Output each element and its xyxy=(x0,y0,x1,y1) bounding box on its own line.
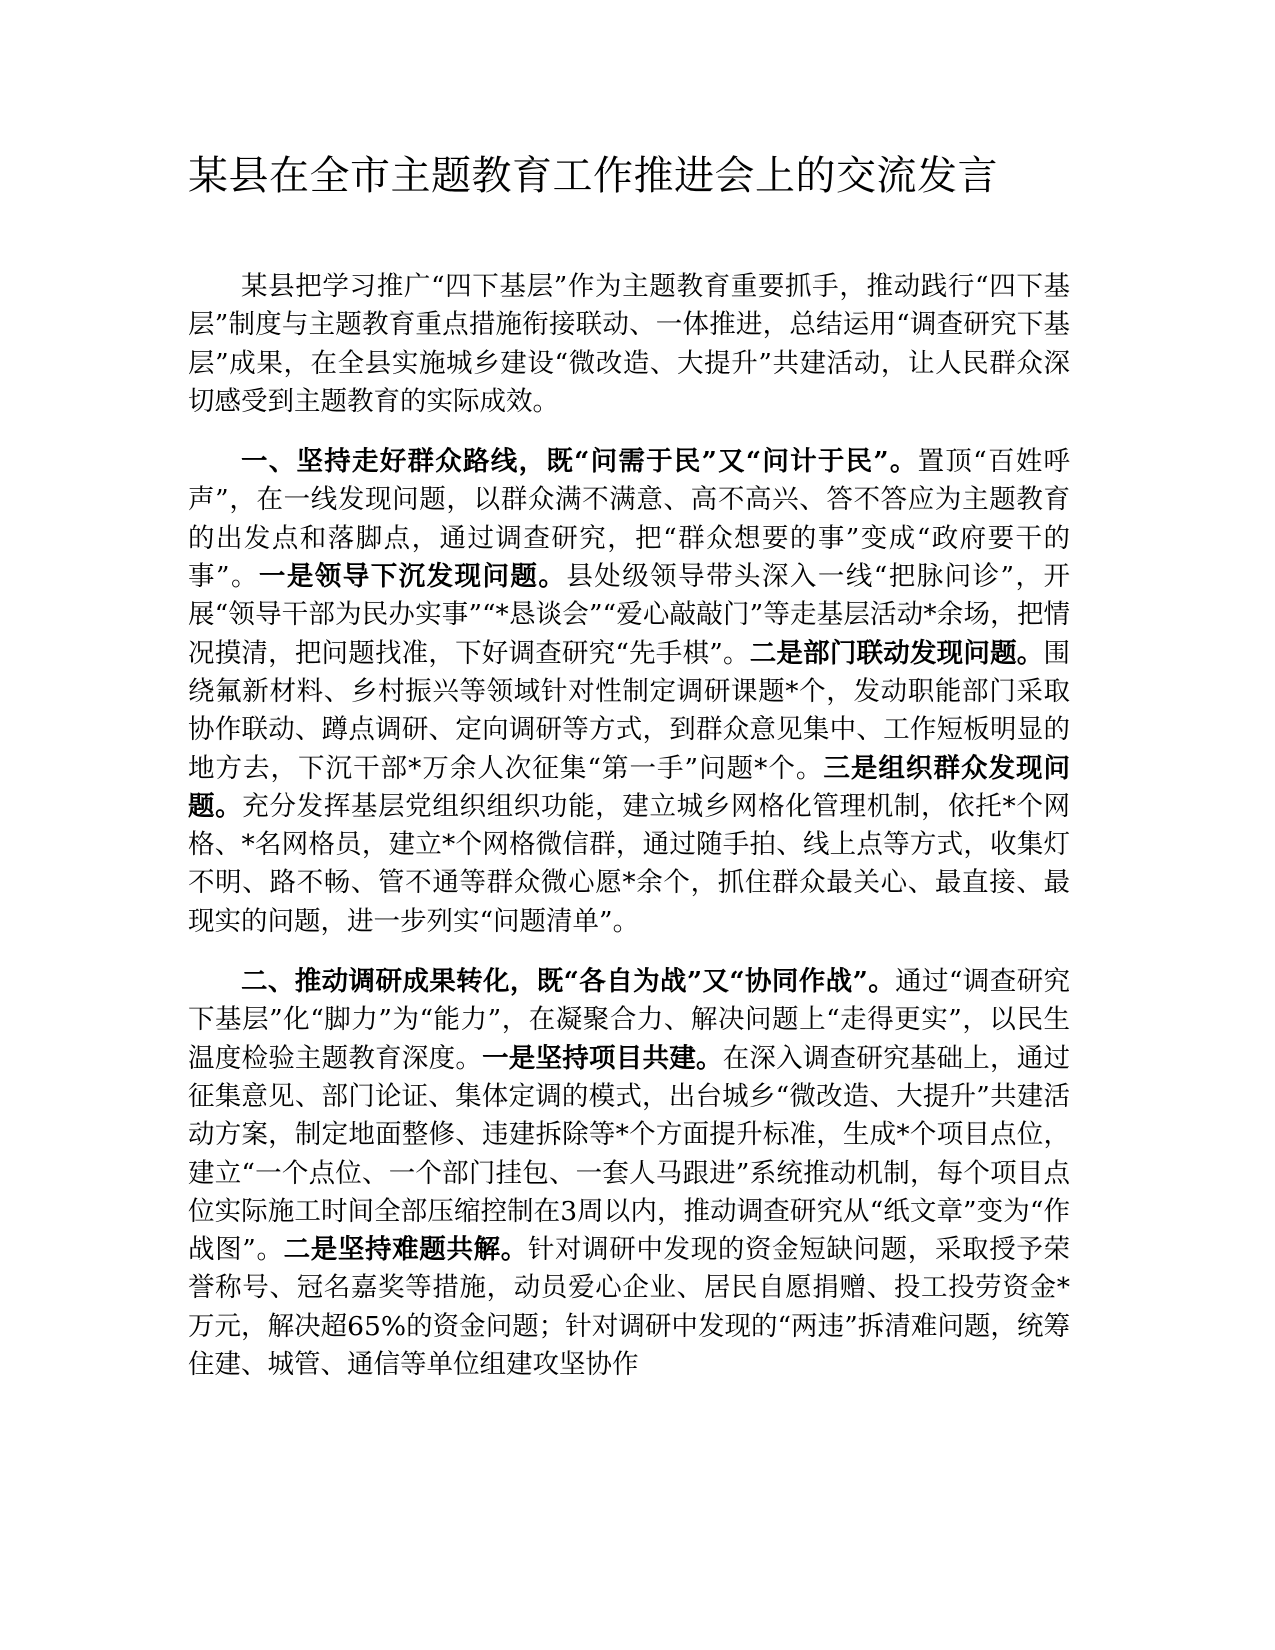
paragraph-text: 针对调研中发现的资金短缺问题，采取授予荣誉称号、冠名嘉奖等措施，动员爱心企业、居民自愿捐赠、投工投劳资金*万元，解决超65%的资金问题；针对调研中发现的“两违”拆清难问题，统筹住建、城管、通信等单位组建攻坚协作 xyxy=(188,1234,1070,1381)
body-paragraph xyxy=(188,443,1070,941)
paragraph-text: 通过“调查研究下基层”化“脚力”为“能力”，在凝聚合力、解决问题上“走得更实”，以民生温度检验主题教育深度。 xyxy=(188,966,1070,1074)
body-paragraph xyxy=(188,963,1070,1384)
bold-heading-text: 三是组织群众发现问题。 xyxy=(188,752,1070,822)
document-body xyxy=(188,268,1070,1406)
document-title: 某县在全市主题教育工作推进会上的交流发言 xyxy=(188,153,998,199)
bold-heading-text: 二是坚持难题共解。 xyxy=(283,1234,528,1266)
paragraph-text: 在深入调查研究基础上，通过征集意见、部门论证、集体定调的模式，出台城乡“微改造、大提升”共建活动方案，制定地面整修、违建拆除等*个方面提升标准，生成*个项目点位，建立“一个点位、一个部门挂包、一套人马跟进”系统推动机制，每个项目点位实际施工时间全部压缩控制在3周以内，推动调查研究从“纸文章”变为“作战图”。 xyxy=(188,1042,1070,1266)
paragraph-text: 充分发挥基层党组织组织功能，建立城乡网格化管理机制，依托*个网格、*名网格员，建立*个网格微信群，通过随手拍、线上点等方式，收集灯不明、路不畅、管不通等群众微心愿*余个，抓住群众最关心、最直接、最现实的问题，进一步列实“问题清单”。 xyxy=(188,790,1070,937)
bold-heading-text: 二、推动调研成果转化，既“各自为战”又“协同作战”。 xyxy=(241,966,896,998)
paragraph-text: 置顶“百姓呼声”，在一线发现问题，以群众满不满意、高不高兴、答不答应为主题教育的出发点和落脚点，通过调查研究，把“群众想要的事”变成“政府要干的事”。 xyxy=(188,446,1070,593)
paragraph-text: 围绕氟新材料、乡村振兴等领域针对性制定调研课题*个，发动职能部门采取协作联动、蹲点调研、定向调研等方式，到群众意见集中、工作短板明显的地方去，下沉干部*万余人次征集“第一手”问题*个。 xyxy=(188,637,1070,784)
body-paragraph xyxy=(188,268,1070,421)
bold-heading-text: 二是部门联动发现问题。 xyxy=(749,637,1044,669)
bold-heading-text: 一、坚持走好群众路线，既“问需于民”又“问计于民”。 xyxy=(241,446,918,478)
bold-heading-text: 一是领导下沉发现问题。 xyxy=(258,561,567,593)
paragraph-text: 县处级领导带头深入一线“把脉问诊”，开展“领导干部为民办实事”“*恳谈会”“爱心敲敲门”等走基层活动*余场，把情况摸清，把问题找准，下好调查研究“先手棋”。 xyxy=(188,561,1070,669)
bold-heading-text: 一是坚持项目共建。 xyxy=(482,1042,723,1074)
paragraph-text: 某县把学习推广“四下基层”作为主题教育重要抓手，推动践行“四下基层”制度与主题教育重点措施衔接联动、一体推进，总结运用“调查研究下基层”成果，在全县实施城乡建设“微改造、大提升”共建活动，让人民群众深切感受到主题教育的实际成效。 xyxy=(188,271,1070,417)
